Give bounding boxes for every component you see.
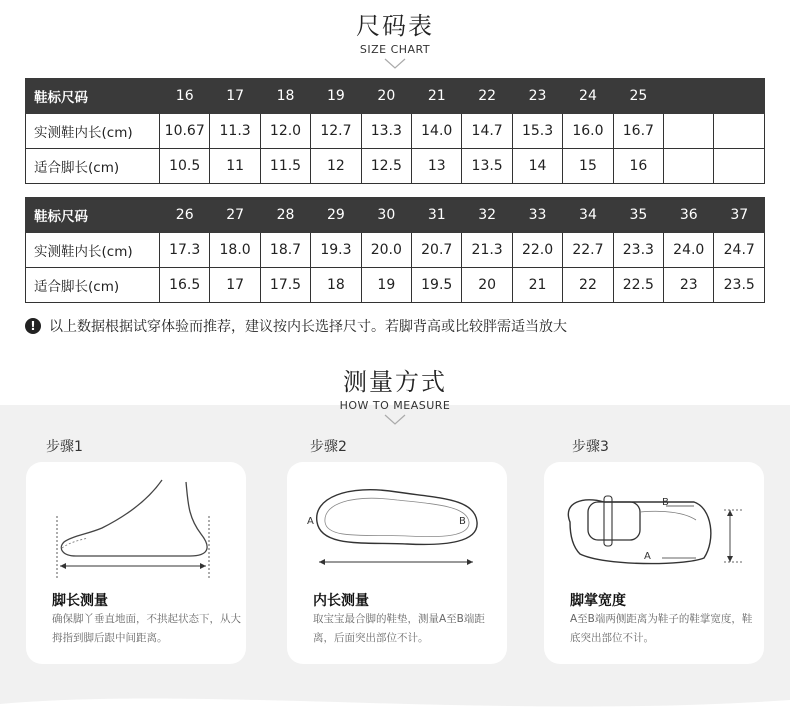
table-cell: 25 xyxy=(613,79,663,114)
size-note-text: 以上数据根据试穿体验而推荐，建议按内长选择尺寸。若脚背高或比较胖需适当放大 xyxy=(49,319,567,335)
table-cell: 36 xyxy=(664,198,714,233)
table-cell: 23.5 xyxy=(714,268,765,303)
table-cell: 24.7 xyxy=(714,233,765,268)
shoe-width-icon xyxy=(544,462,764,592)
table-cell: 13 xyxy=(412,149,462,184)
step-1-card xyxy=(26,462,246,664)
table-cell xyxy=(664,114,714,149)
table-cell: 14.7 xyxy=(462,114,512,149)
table-cell: 17.5 xyxy=(260,268,310,303)
table-cell: 19 xyxy=(361,268,411,303)
table-cell: 12.7 xyxy=(311,114,361,149)
table-cell: 12.0 xyxy=(260,114,310,149)
table-cell: 31 xyxy=(412,198,462,233)
table-cell: 11.5 xyxy=(260,149,310,184)
table-cell: 33 xyxy=(512,198,562,233)
table-row xyxy=(26,233,765,268)
point-b-label: B xyxy=(459,516,466,527)
row-label: 适合脚长(cm) xyxy=(26,268,160,303)
table-cell: 19.3 xyxy=(311,233,361,268)
table-cell: 14.0 xyxy=(412,114,462,149)
table-cell: 13.3 xyxy=(361,114,411,149)
point-a-label: A xyxy=(644,551,651,562)
table-cell: 18 xyxy=(311,268,361,303)
row-label: 实测鞋内长(cm) xyxy=(26,233,160,268)
insole-icon xyxy=(287,462,507,592)
table-cell: 18.7 xyxy=(260,233,310,268)
table-cell: 19 xyxy=(311,79,361,114)
table-cell: 17.3 xyxy=(160,233,210,268)
chevron-down-icon xyxy=(384,58,406,70)
table-cell: 18 xyxy=(260,79,310,114)
size-table-1 xyxy=(25,78,765,184)
table-cell: 20 xyxy=(462,268,512,303)
table-cell: 15.3 xyxy=(512,114,562,149)
exclamation-icon: ! xyxy=(25,318,41,334)
table-cell: 16 xyxy=(160,79,210,114)
bottom-wave xyxy=(0,690,790,728)
table-cell: 22.0 xyxy=(512,233,562,268)
table-cell: 22 xyxy=(462,79,512,114)
table-cell: 24 xyxy=(563,79,613,114)
step-1-title: 脚长测量 xyxy=(52,593,108,609)
table-cell: 23 xyxy=(664,268,714,303)
step-3-title: 脚掌宽度 xyxy=(570,593,626,609)
table-cell: 23.3 xyxy=(613,233,663,268)
table-cell: 37 xyxy=(714,198,765,233)
table-cell: 16.0 xyxy=(563,114,613,149)
step-3-card xyxy=(544,462,764,664)
table-cell: 22.5 xyxy=(613,268,663,303)
table-cell: 23 xyxy=(512,79,562,114)
table-cell xyxy=(714,114,765,149)
table-header-row xyxy=(26,79,765,114)
table-cell: 16 xyxy=(613,149,663,184)
size-table-2 xyxy=(25,197,765,303)
table-cell: 11.3 xyxy=(210,114,260,149)
row-label: 鞋标尺码 xyxy=(26,198,160,233)
table-cell: 13.5 xyxy=(462,149,512,184)
table-cell: 17 xyxy=(210,268,260,303)
step-2-card xyxy=(287,462,507,664)
step-1-desc: 确保脚丫垂直地面，不拱起状态下，从大拇指到脚后跟中间距离。 xyxy=(52,613,241,644)
row-label: 实测鞋内长(cm) xyxy=(26,114,160,149)
table-cell: 26 xyxy=(160,198,210,233)
table-cell: 11 xyxy=(210,149,260,184)
table-cell xyxy=(664,79,714,114)
foot-side-icon xyxy=(26,462,246,592)
table-cell: 14 xyxy=(512,149,562,184)
table-cell: 34 xyxy=(563,198,613,233)
table-cell: 19.5 xyxy=(412,268,462,303)
step-2-desc: 取宝宝最合脚的鞋垫，测量A至B端距离，后面突出部位不计。 xyxy=(313,613,485,644)
table-cell: 21.3 xyxy=(462,233,512,268)
size-chart-heading xyxy=(0,6,790,70)
size-note xyxy=(25,316,567,336)
table-cell: 21 xyxy=(512,268,562,303)
size-chart-title: 尺码表 xyxy=(356,12,434,40)
table-cell: 16.5 xyxy=(160,268,210,303)
table-cell: 12 xyxy=(311,149,361,184)
step-3-label: 步骤3 xyxy=(572,439,609,455)
point-b-label: B xyxy=(662,497,669,508)
row-label: 适合脚长(cm) xyxy=(26,149,160,184)
table-cell: 10.67 xyxy=(160,114,210,149)
step-3-desc: A至B端两侧距离为鞋子的鞋掌宽度，鞋底突出部位不计。 xyxy=(570,613,753,644)
table-cell: 27 xyxy=(210,198,260,233)
table-cell: 15 xyxy=(563,149,613,184)
table-row xyxy=(26,114,765,149)
table-cell: 35 xyxy=(613,198,663,233)
table-cell: 21 xyxy=(412,79,462,114)
measure-title: 测量方式 xyxy=(343,368,447,396)
measure-heading xyxy=(0,362,790,426)
table-row xyxy=(26,149,765,184)
table-cell: 18.0 xyxy=(210,233,260,268)
table-cell: 20 xyxy=(361,79,411,114)
table-cell: 16.7 xyxy=(613,114,663,149)
step-2-title: 内长测量 xyxy=(313,593,369,609)
table-cell xyxy=(714,79,765,114)
table-cell: 20.0 xyxy=(361,233,411,268)
step-1-label: 步骤1 xyxy=(46,439,83,455)
point-a-label: A xyxy=(307,516,314,527)
table-cell: 24.0 xyxy=(664,233,714,268)
measure-subtitle: HOW TO MEASURE xyxy=(339,399,451,412)
table-cell: 32 xyxy=(462,198,512,233)
table-cell: 10.5 xyxy=(160,149,210,184)
table-row xyxy=(26,268,765,303)
table-cell: 12.5 xyxy=(361,149,411,184)
table-cell: 17 xyxy=(210,79,260,114)
table-header-row xyxy=(26,198,765,233)
row-label: 鞋标尺码 xyxy=(26,79,160,114)
table-cell xyxy=(664,149,714,184)
table-cell: 29 xyxy=(311,198,361,233)
size-chart-subtitle: SIZE CHART xyxy=(359,43,431,56)
table-cell: 28 xyxy=(260,198,310,233)
table-cell: 30 xyxy=(361,198,411,233)
table-cell: 20.7 xyxy=(412,233,462,268)
step-2-label: 步骤2 xyxy=(310,439,347,455)
chevron-down-icon xyxy=(384,414,406,426)
table-cell xyxy=(714,149,765,184)
table-cell: 22 xyxy=(563,268,613,303)
table-cell: 22.7 xyxy=(563,233,613,268)
